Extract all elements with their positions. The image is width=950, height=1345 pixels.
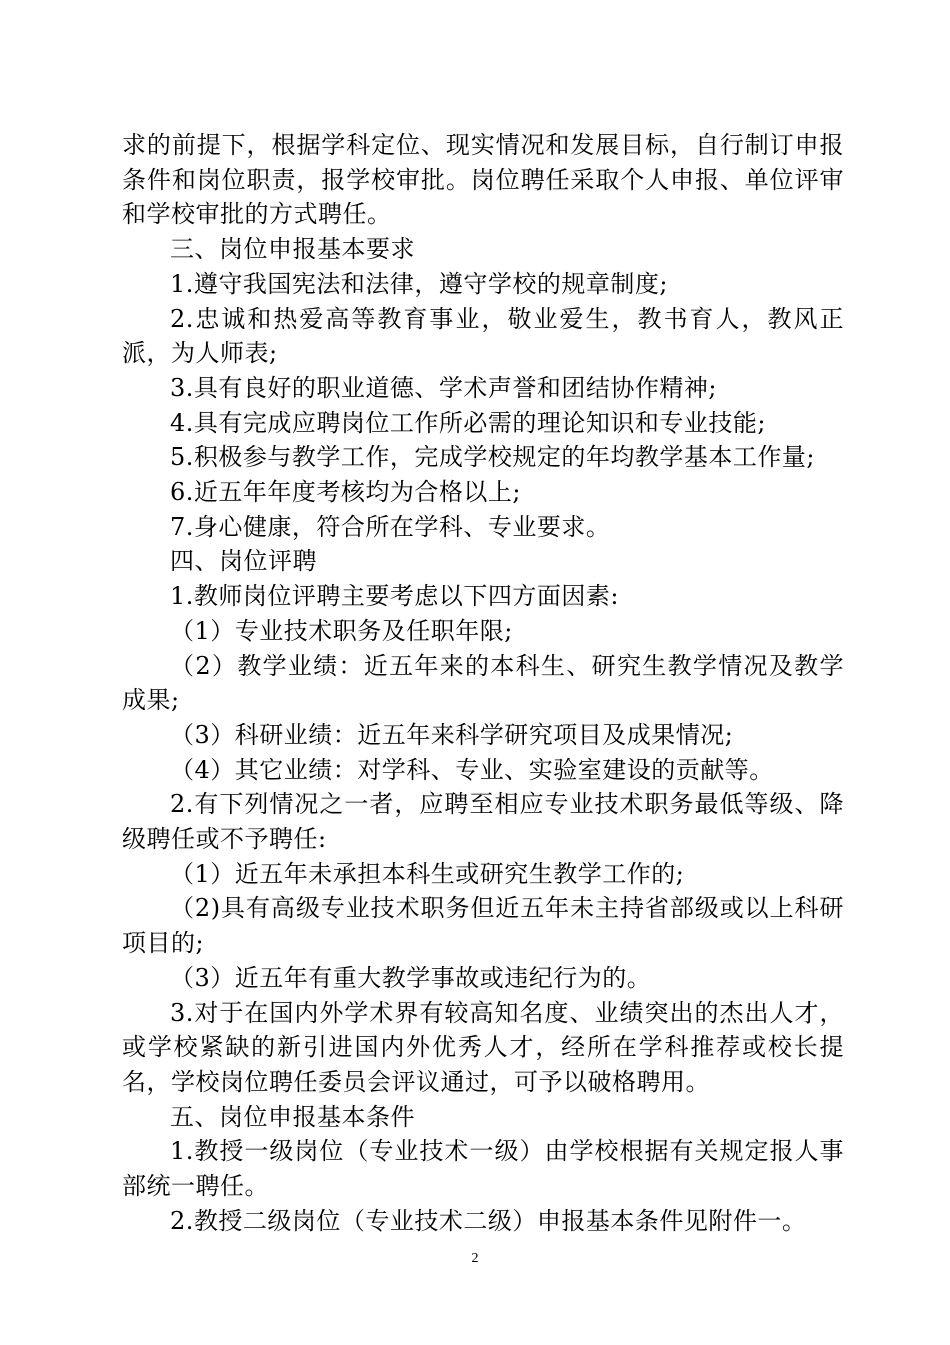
paragraph: 5.积极参与教学工作，完成学校规定的年均教学基本工作量;: [170, 443, 815, 472]
paragraph: 求的前提下，根据学科定位、现实情况和发展目标，自行制订申报条件和岗位职责，报学校审批。岗位聘任采取个人申报、单位评审和学校审批的方式聘任。: [122, 131, 844, 229]
section-heading: 三、岗位申报基本要求: [170, 235, 415, 264]
paragraph: 6.近五年年度考核均为合格以上;: [170, 478, 521, 507]
section-heading: 四、岗位评聘: [170, 547, 317, 576]
paragraph: 2.忠诚和热爱高等教育事业，敬业爱生，教书育人，教风正派，为人师表;: [122, 304, 844, 368]
paragraph: 2.教授二级岗位（专业技术二级）申报基本条件见附件一。: [170, 1206, 807, 1235]
paragraph: （2）教学业绩：近五年来的本科生、研究生教学情况及教学成果;: [122, 651, 844, 715]
paragraph: 3.对于在国内外学术界有较高知名度、业绩突出的杰出人才，或学校紧缺的新引进国内外优秀人才，经所在学科推荐或校长提名，学校岗位聘任委员会评议通过，可予以破格聘用。: [122, 998, 844, 1096]
paragraph: 4.具有完成应聘岗位工作所必需的理论知识和专业技能;: [170, 408, 766, 437]
paragraph: （3）科研业绩：近五年来科学研究项目及成果情况;: [170, 720, 734, 749]
paragraph: （1）专业技术职务及任职年限;: [170, 616, 513, 645]
paragraph: 2.有下列情况之一者，应聘至相应专业技术职务最低等级、降级聘任或不予聘任:: [122, 790, 844, 854]
body-text: [122, 128, 844, 1239]
paragraph: 7.身心健康，符合所在学科、专业要求。: [170, 512, 611, 541]
paragraph: 3.具有良好的职业道德、学术声誉和团结协作精神;: [170, 373, 717, 402]
paragraph: 1.教师岗位评聘主要考虑以下四方面因素:: [170, 582, 619, 611]
page-number: 2: [471, 1251, 479, 1266]
paragraph: （4）其它业绩：对学科、专业、实验室建设的贡献等。: [170, 755, 774, 784]
paragraph: 1.遵守我国宪法和法律，遵守学校的规章制度;: [170, 269, 668, 298]
paragraph: （2)具有高级专业技术职务但近五年未主持省部级或以上科研项目的;: [122, 894, 844, 958]
paragraph: （1）近五年未承担本科生或研究生教学工作的;: [170, 859, 685, 888]
section-heading: 五、岗位申报基本条件: [170, 1102, 415, 1131]
paragraph: 1.教授一级岗位（专业技术一级）由学校根据有关规定报人事部统一聘任。: [122, 1137, 844, 1201]
paragraph: （3）近五年有重大教学事故或违纪行为的。: [170, 963, 652, 992]
